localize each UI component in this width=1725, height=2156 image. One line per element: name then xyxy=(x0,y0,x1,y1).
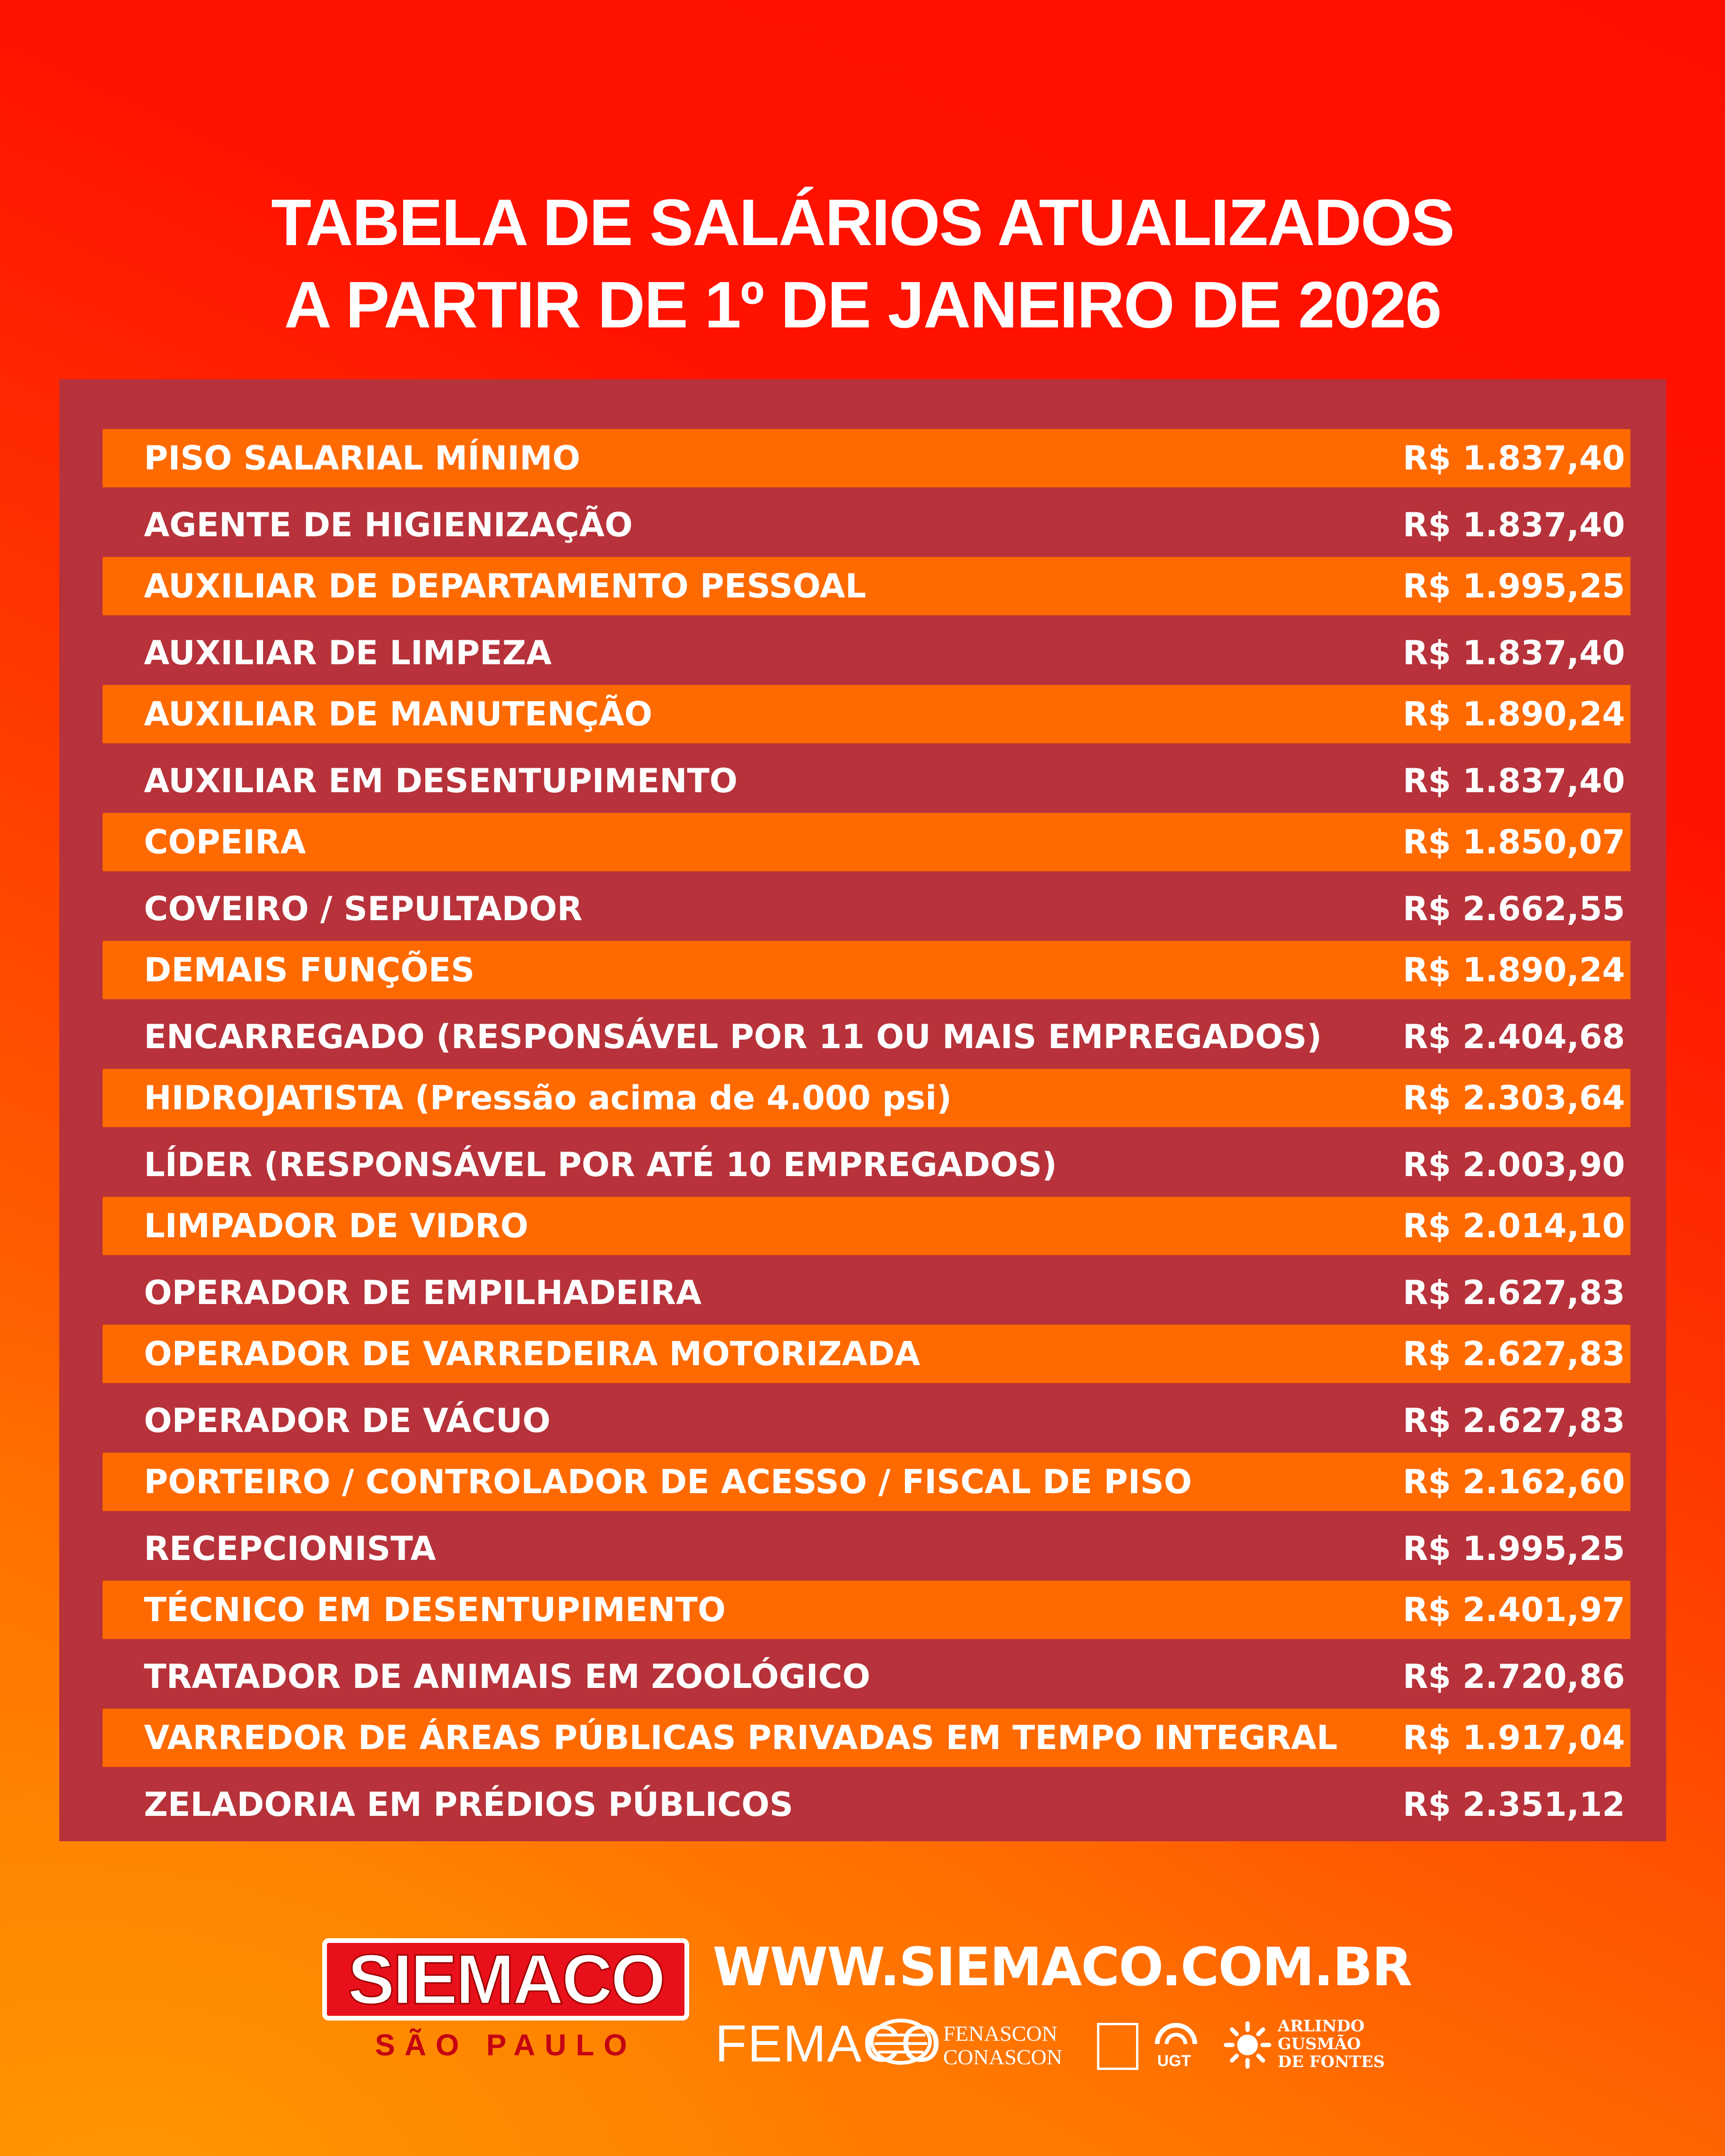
role-label: OPERADOR DE VÁCUO xyxy=(144,1401,551,1440)
table-row xyxy=(103,749,1630,813)
table-row xyxy=(103,1325,1630,1383)
salary-value: R$ 1.890,24 xyxy=(1403,695,1625,733)
role-label: ZELADORIA EM PRÉDIOS PÚBLICOS xyxy=(144,1785,794,1824)
role-label: DEMAIS FUNÇÕES xyxy=(144,951,475,989)
table-row xyxy=(103,1005,1630,1069)
role-label: RECEPCIONISTA xyxy=(144,1529,436,1568)
table-row xyxy=(103,1517,1630,1581)
fenascon-logo xyxy=(943,2022,1062,2069)
table-row xyxy=(103,1581,1630,1639)
partner-logos xyxy=(715,2009,1392,2084)
role-label: LÍDER (RESPONSÁVEL POR ATÉ 10 EMPREGADOS) xyxy=(144,1146,1057,1184)
page-title xyxy=(0,181,1725,346)
table-row xyxy=(103,1645,1630,1709)
salary-value: R$ 2.404,68 xyxy=(1403,1018,1625,1056)
table-row xyxy=(103,429,1630,487)
fenascon-text: FENASCON xyxy=(943,2021,1057,2045)
role-label: AUXILIAR DE LIMPEZA xyxy=(144,634,552,672)
table-row xyxy=(103,1069,1630,1127)
role-label: PORTEIRO / CONTROLADOR DE ACESSO / FISCAL DE PISO xyxy=(144,1463,1192,1501)
stamp-icon xyxy=(1097,2023,1138,2070)
table-row xyxy=(103,941,1630,999)
table-row xyxy=(103,1773,1630,1837)
role-label: HIDROJATISTA (Pressão acima de 4.000 psi) xyxy=(144,1079,952,1117)
sun-icon xyxy=(1223,2021,1272,2070)
table-row xyxy=(103,1453,1630,1511)
salary-value: R$ 1.890,24 xyxy=(1403,951,1625,989)
title-line-1: TABELA DE SALÁRIOS ATUALIZADOS xyxy=(271,185,1454,259)
table-row xyxy=(103,621,1630,685)
role-label: AUXILIAR DE MANUTENÇÃO xyxy=(144,695,652,733)
salary-value: R$ 1.850,07 xyxy=(1403,823,1625,861)
table-row xyxy=(103,1197,1630,1255)
role-label: AGENTE DE HIGIENIZAÇÃO xyxy=(144,506,633,544)
role-label: VARREDOR DE ÁREAS PÚBLICAS PRIVADAS EM TEMPO INTEGRAL xyxy=(144,1718,1338,1757)
role-label: COVEIRO / SEPULTADOR xyxy=(144,890,583,928)
salary-value: R$ 1.837,40 xyxy=(1403,439,1625,477)
ugt-label: UGT xyxy=(1157,2052,1191,2070)
table-row xyxy=(103,1709,1630,1767)
conascon-text: CONASCON xyxy=(943,2045,1063,2069)
salary-value: R$ 1.837,40 xyxy=(1403,762,1625,800)
role-label: OPERADOR DE VARREDEIRA MOTORIZADA xyxy=(144,1335,921,1373)
femaco-logo: FEMACO xyxy=(715,2015,942,2073)
table-row xyxy=(103,877,1630,941)
role-label: TRATADOR DE ANIMAIS EM ZOOLÓGICO xyxy=(144,1657,871,1696)
role-label: AUXILIAR EM DESENTUPIMENTO xyxy=(144,762,738,800)
instituto-logo-text xyxy=(1278,2017,1385,2071)
table-row xyxy=(103,685,1630,743)
role-label: PISO SALARIAL MÍNIMO xyxy=(144,439,580,477)
role-label: LIMPADOR DE VIDRO xyxy=(144,1207,529,1245)
salary-value: R$ 2.627,83 xyxy=(1403,1401,1625,1440)
logo-name: SIEMACO xyxy=(347,1940,664,2019)
salary-value: R$ 2.351,12 xyxy=(1403,1785,1625,1824)
role-label: OPERADOR DE EMPILHADEIRA xyxy=(144,1273,702,1312)
salary-value: R$ 1.917,04 xyxy=(1403,1718,1625,1757)
logo-subtitle: SÃO PAULO xyxy=(375,2028,636,2062)
instituto-line-3: DE FONTES xyxy=(1278,2053,1385,2071)
salary-value: R$ 2.003,90 xyxy=(1403,1146,1625,1184)
salary-value: R$ 1.837,40 xyxy=(1403,634,1625,672)
salary-value: R$ 2.627,83 xyxy=(1403,1335,1625,1373)
title-line-2: A PARTIR DE 1º DE JANEIRO DE 2026 xyxy=(284,268,1441,342)
siemaco-logo xyxy=(322,1938,689,2075)
instituto-line-2: GUSMÃO xyxy=(1278,2035,1361,2053)
salary-table xyxy=(103,429,1630,1837)
salary-value: R$ 1.837,40 xyxy=(1403,506,1625,544)
salary-value: R$ 2.162,60 xyxy=(1403,1463,1625,1501)
salary-value: R$ 1.995,25 xyxy=(1403,1529,1625,1568)
role-label: ENCARREGADO (RESPONSÁVEL POR 11 OU MAIS EMPREGADOS) xyxy=(144,1018,1322,1056)
table-row xyxy=(103,557,1630,615)
table-row xyxy=(103,1133,1630,1197)
table-row xyxy=(103,813,1630,871)
salary-value: R$ 2.014,10 xyxy=(1403,1207,1625,1245)
role-label: COPEIRA xyxy=(144,823,306,861)
table-row xyxy=(103,493,1630,557)
salary-value: R$ 2.303,64 xyxy=(1403,1079,1625,1117)
salary-value: R$ 2.720,86 xyxy=(1403,1657,1625,1696)
website-link[interactable]: WWW.SIEMACO.COM.BR xyxy=(713,1937,1412,1998)
role-label: AUXILIAR DE DEPARTAMENTO PESSOAL xyxy=(144,567,866,605)
salary-value: R$ 2.401,97 xyxy=(1403,1591,1625,1629)
globe-icon xyxy=(868,2017,934,2067)
salary-value: R$ 1.995,25 xyxy=(1403,567,1625,605)
table-row xyxy=(103,1261,1630,1325)
instituto-line-1: ARLINDO xyxy=(1278,2017,1365,2036)
salary-value: R$ 2.662,55 xyxy=(1403,890,1625,928)
role-label: TÉCNICO EM DESENTUPIMENTO xyxy=(144,1591,726,1629)
table-row xyxy=(103,1389,1630,1453)
salary-value: R$ 2.627,83 xyxy=(1403,1273,1625,1312)
